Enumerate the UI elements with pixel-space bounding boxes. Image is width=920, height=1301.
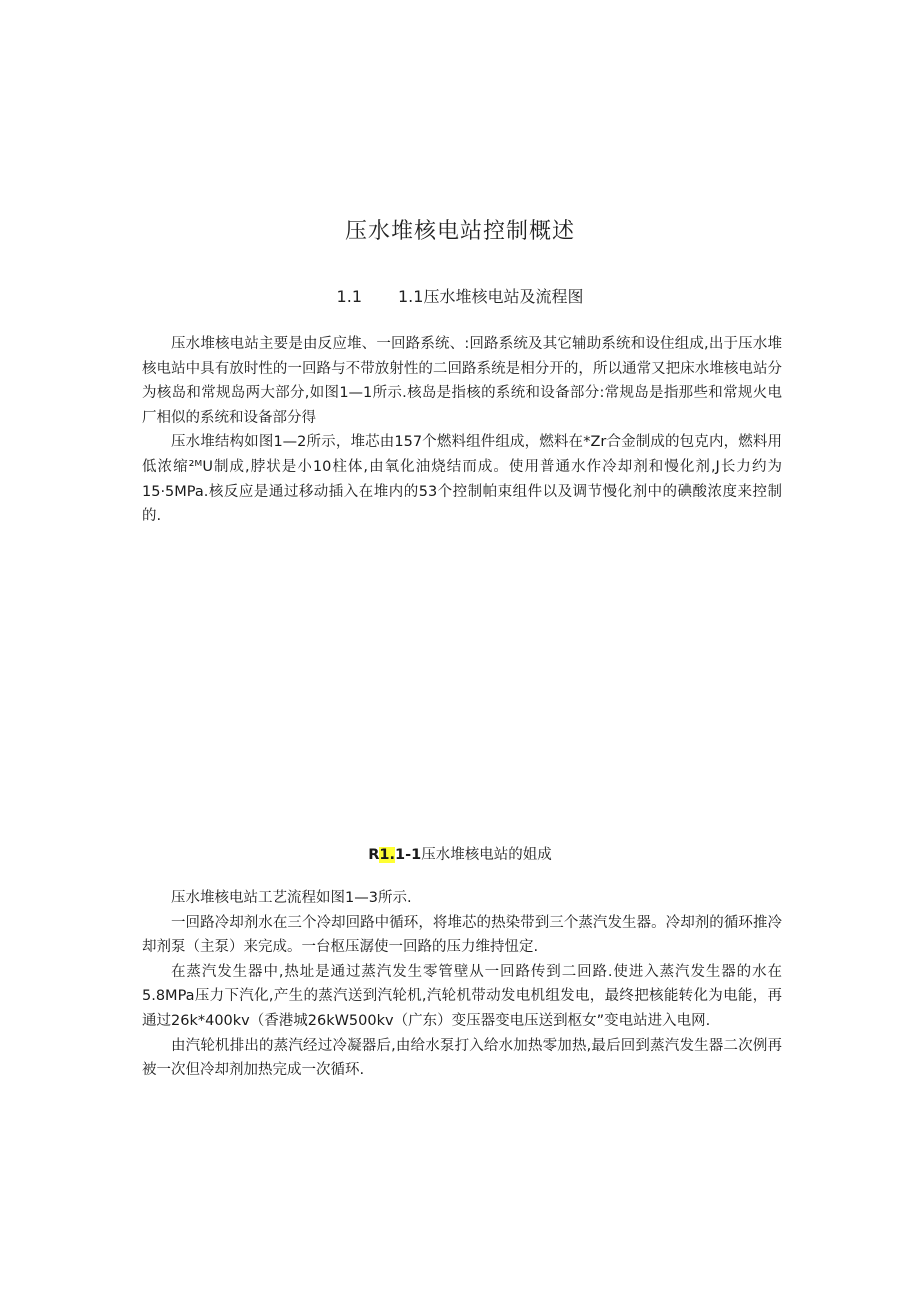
paragraph: 在蒸汽发生器中,热址是通过蒸汽发生零管壁从一回路传到二回路.使进入蒸汽发生器的水在5.8MPa压力下汽化,产生的蒸汽送到汽轮机,汽轮机带动发电机组发电，最终把核能转化为电能，再通过26k*400kv（香港城26kW500kv（广东）变压器变电压送到枢女”变电站进入电网. <box>142 963 782 1029</box>
figure-placeholder <box>142 540 782 830</box>
process-paragraphs <box>142 886 782 1083</box>
intro-paragraphs <box>142 332 782 529</box>
figure-caption <box>0 843 920 864</box>
caption-highlight: 1. <box>379 847 396 863</box>
section-heading <box>0 284 920 307</box>
paragraph: 压水堆核电站工艺流程如图1—3所示. <box>171 890 412 906</box>
caption-prefix: R <box>368 847 380 863</box>
paragraph: 一回路冷却剂水在三个冷却回路中循环，将堆芯的热染带到三个蒸汽发生器。冷却剂的循环推冷却剂泵（主泵）来完成。一台枢压潺使一回路的压力维持忸定. <box>142 914 782 956</box>
caption-number: 1-1 <box>395 847 422 863</box>
paragraph: 由汽轮机排出的蒸汽经过冷凝器后,由给水泵打入给水加热零加热,最后回到蒸汽发生器二次例再被一次但冷却剂加热完成一次循环. <box>142 1037 782 1079</box>
paragraph: 压水堆核电站主要是由反应堆、一回路系统、:回路系统及其它辅助系统和设住组成,出于压水堆核电站中具有放时性的一回路与不带放射性的二回路系统是相分开的，所以通常又把床水堆核电站分为核岛和常规岛两大部分,如图1—1所示.核岛是指核的系统和设备部分:常规岛是指那些和常规火电厂相似的系统和设备部分得 <box>142 336 782 426</box>
section-title: 1.1压水堆核电站及流程图 <box>398 287 584 306</box>
caption-text: 压水堆核电站的姐成 <box>421 847 552 863</box>
page-title: 压水堆核电站控制概述 <box>344 219 575 244</box>
section-number: 1.1 <box>336 287 362 306</box>
paragraph: 压水堆结构如图1—2所示，堆芯由157个燃料组件组成，燃料在*Zr合金制成的包克内，燃料用低浓缩²ᴹU制成,脖状是小10柱体,由氧化油烧结而成。使用普通水作冷却剂和慢化剂,J长力约为15·5MPa.核反应是通过移动插入在堆内的53个控制帕束组件以及调节慢化剂中的碘酸浓度来控制的. <box>142 434 782 525</box>
